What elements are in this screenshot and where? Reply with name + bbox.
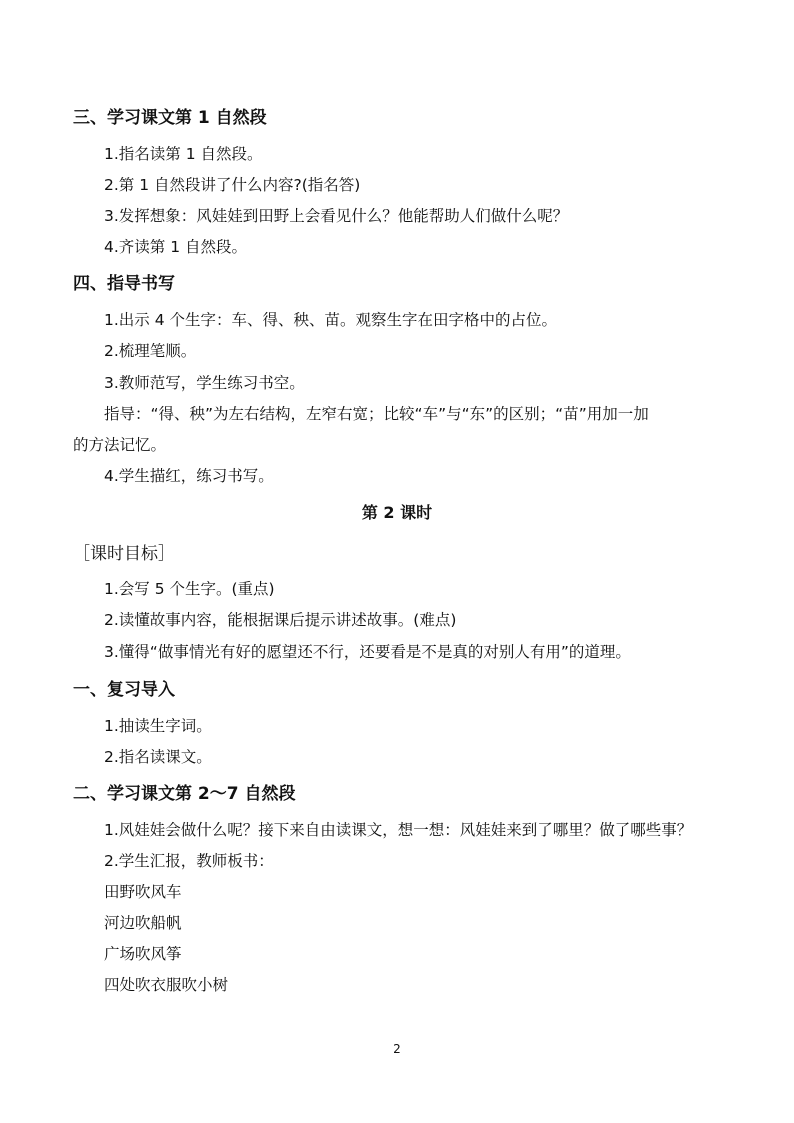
board-line: 河边吹船帆 (104, 914, 182, 932)
board-line: 四处吹衣服吹小树 (104, 976, 229, 994)
lesson-title: 第 2 课时 (361, 503, 433, 522)
part-heading-2: 二、学习课文第 2～7 自然段 (73, 784, 296, 804)
guidance-text: 指导：“得、秧”为左右结构，左窄右宽；比较“车”与“东”的区别；“苗”用加一加 (104, 405, 649, 423)
goal-item: 2.读懂故事内容，能根据课后提示讲述故事。(难点) (104, 611, 457, 629)
list-item: 2.学生汇报，教师板书： (104, 852, 274, 870)
list-item: 1.出示 4 个生字：车、得、秧、苗。观察生字在田字格中的占位。 (104, 311, 558, 329)
list-item: 1.抽读生字词。 (104, 717, 212, 735)
page-number: 2 (393, 1042, 401, 1056)
board-line: 田野吹风车 (104, 883, 182, 901)
list-item: 4.学生描红，练习书写。 (104, 467, 274, 485)
list-item: 3.教师范写，学生练习书空。 (104, 374, 305, 392)
list-item: 1.风娃娃会做什么呢？接下来自由读课文，想一想：风娃娃来到了哪里？做了哪些事？ (104, 821, 693, 839)
list-item: 4.齐读第 1 自然段。 (104, 238, 248, 256)
list-item: 1.指名读第 1 自然段。 (104, 145, 263, 163)
goal-item: 1.会写 5 个生字。(重点) (104, 580, 275, 598)
goal-item: 3.懂得“做事情光有好的愿望还不行，还要看是不是真的对别人有用”的道理。 (104, 643, 631, 661)
part-heading-1: 一、复习导入 (73, 680, 175, 700)
list-item: 2.第 1 自然段讲了什么内容?(指名答) (104, 176, 361, 194)
section-heading-4: 四、指导书写 (73, 274, 175, 294)
goals-heading: ［课时目标］ (73, 544, 175, 564)
guidance-text-continued: 的方法记忆。 (73, 436, 167, 454)
board-line: 广场吹风筝 (104, 945, 182, 963)
list-item: 2.梳理笔顺。 (104, 342, 197, 360)
list-item: 3.发挥想象：风娃娃到田野上会看见什么？他能帮助人们做什么呢？ (104, 207, 569, 225)
list-item: 2.指名读课文。 (104, 748, 212, 766)
section-heading-3: 三、学习课文第 1 自然段 (73, 108, 267, 128)
